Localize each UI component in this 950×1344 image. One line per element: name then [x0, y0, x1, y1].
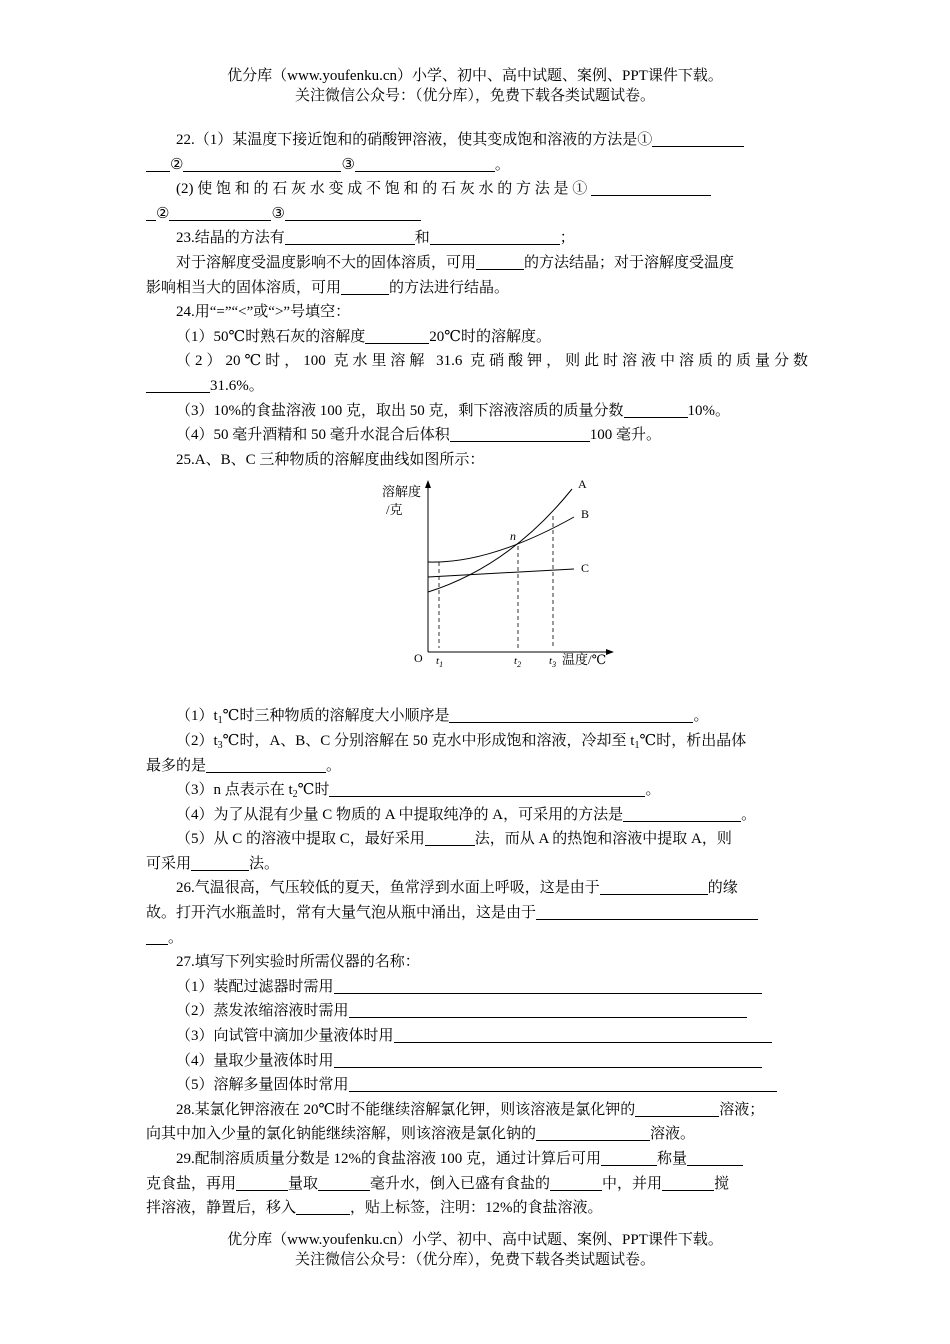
q25-item-4: （4）为了从混有少量 C 物质的 A 中提取纯净的 A，可采用的方法是 。	[146, 803, 808, 828]
answer-blank[interactable]	[334, 1050, 762, 1068]
curve-b	[428, 517, 574, 562]
q27-title: 27.填写下列实验时所需仪器的名称：	[176, 954, 420, 971]
footer-line-2: 关注微信公众号：（优分库），免费下载各类试题试卷。	[294, 1252, 655, 1268]
answer-blank[interactable]	[652, 129, 744, 147]
q25-item-1: $(1)t_1℃$时三种物质的溶解度大小顺序是 。	[146, 704, 808, 729]
answer-blank[interactable]	[285, 203, 421, 221]
answer-blank[interactable]	[349, 1000, 747, 1018]
page-footer	[0, 1230, 950, 1270]
answer-blank[interactable]	[449, 705, 693, 723]
q26-line-1: 26.气温很高，气压较低的夏天，鱼常浮到水面上呼吸，这是由于 的缘	[146, 876, 808, 901]
q28-line-2: 向其中加入少量的氯化钠能继续溶解，则该溶液是氯化钠的 溶液。	[146, 1122, 808, 1147]
q23-line-1: 23.结晶的方法有 和 ；	[146, 226, 808, 251]
y-axis-arrow	[425, 480, 431, 488]
q22-line-1: 22.（1）某温度下接近饱和的硝酸钾溶液，使其变成饱和溶液的方法是①	[146, 128, 808, 153]
question-content	[146, 128, 808, 1221]
q25-item-3: （3）n 点表示在 $t_2℃$时 。	[146, 778, 808, 803]
footer-line-1: 优分库（www.youfenku.cn）小学、初中、高中试题、案例、PPT课件下载。	[227, 1232, 723, 1248]
q25-title: 25.A、B、C 三种物质的溶解度曲线如图所示：	[176, 451, 485, 468]
q27-item-1: （1）装配过滤器时需用	[146, 975, 808, 1000]
answer-blank[interactable]	[624, 400, 688, 418]
q27-item-3: （3）向试管中滴加少量液体时用	[146, 1024, 808, 1049]
x-tick-t1: $t_1$	[436, 655, 444, 670]
q22-line-4: ② ③	[146, 202, 808, 227]
answer-blank[interactable]	[623, 804, 741, 822]
q29-line-3: 拌溶液，静置后，移入 ，贴上标签，注明：12%的食盐溶液。	[146, 1196, 808, 1221]
answer-blank[interactable]	[285, 227, 415, 245]
x-tick-t3: $t_3$	[549, 655, 557, 670]
q27-item-4: （4）量取少量液体时用	[146, 1049, 808, 1074]
header-line-1: 优分库（www.youfenku.cn）小学、初中、高中试题、案例、PPT课件下载。	[227, 68, 723, 84]
answer-blank[interactable]	[687, 1148, 743, 1166]
q24-item-4: （4）50 毫升酒精和 50 毫升水混合后体积 100 毫升。	[146, 423, 808, 448]
answer-blank[interactable]	[450, 424, 590, 442]
answer-blank[interactable]	[146, 927, 168, 945]
q24-title: 24.用“=”“<”或“>”号填空：	[176, 304, 351, 321]
answer-blank[interactable]	[635, 1099, 719, 1117]
answer-blank[interactable]	[296, 1197, 350, 1215]
answer-blank[interactable]	[183, 154, 341, 172]
answer-blank[interactable]	[601, 1148, 657, 1166]
q27-item-5: （5）溶解多量固体时常用	[146, 1073, 808, 1098]
answer-blank[interactable]	[536, 902, 758, 920]
q25-item-2-cont: 最多的是 。	[146, 754, 808, 779]
q24-item-1: （1）50℃时熟石灰的溶解度 20℃时的溶解度。	[146, 325, 808, 350]
q24-item-2-cont: 31.6%。	[146, 374, 808, 399]
answer-blank[interactable]	[476, 252, 524, 270]
answer-blank[interactable]	[236, 1173, 288, 1191]
answer-blank[interactable]	[169, 203, 271, 221]
answer-blank[interactable]	[206, 755, 326, 773]
answer-blank[interactable]	[341, 277, 389, 295]
origin-label: O	[414, 651, 423, 666]
q25-item-5: （5）从 C 的溶液中提取 C，最好采用 法，而从 A 的热饱和溶液中提取 A，则	[146, 827, 808, 852]
answer-blank[interactable]	[365, 326, 429, 344]
q24-item-3: （3）10%的食盐溶液 100 克，取出 50 克，剩下溶液溶质的质量分数 10%。	[146, 399, 808, 424]
point-n-label: n	[510, 529, 516, 544]
q29-line-2: 克食盐，再用 量取 毫升水，倒入已盛有食盐的 中，并用 搅	[146, 1172, 808, 1197]
answer-blank[interactable]	[536, 1123, 650, 1141]
q29-line-1: 29.配制溶质质量分数是 12%的食盐溶液 100 克，通过计算后可用 称量	[146, 1147, 808, 1172]
q26-line-2: 故。打开汽水瓶盖时，常有大量气泡从瓶中涌出，这是由于	[146, 901, 808, 926]
answer-blank[interactable]	[591, 178, 711, 196]
x-tick-t2: $t_2$	[514, 655, 522, 670]
answer-blank[interactable]	[425, 828, 475, 846]
answer-blank[interactable]	[146, 203, 156, 221]
page-header	[0, 66, 950, 106]
answer-blank[interactable]	[318, 1173, 370, 1191]
q24-item-2: （2）20℃时，100 克水里溶解 31.6 克硝酸钾，则此时溶液中溶质的质量分数	[176, 353, 808, 370]
series-label-b: B	[581, 507, 590, 522]
answer-blank[interactable]	[600, 877, 708, 895]
series-label-a: A	[578, 477, 587, 492]
x-axis-label: 温度/℃	[562, 652, 607, 668]
q23-line-3: 影响相当大的固体溶质，可用 的方法进行结晶。	[146, 276, 808, 301]
q23-line-2: 对于溶解度受温度影响不大的固体溶质，可用 的方法结晶；对于溶解度受温度	[146, 251, 808, 276]
answer-blank[interactable]	[394, 1025, 772, 1043]
answer-blank[interactable]	[349, 1074, 777, 1092]
answer-blank[interactable]	[146, 154, 170, 172]
curve-c	[428, 569, 574, 577]
q25-item-2: $(2)t_3℃$时，A、B、C 分别溶解在 50 克水中形成饱和溶液，冷却至 $t_1℃$时，析出晶体	[176, 732, 747, 751]
solubility-curve-chart	[360, 476, 620, 698]
x-axis-arrow	[606, 649, 614, 655]
y-axis-label: 溶解度	[382, 484, 422, 500]
answer-blank[interactable]	[355, 154, 495, 172]
answer-blank[interactable]	[430, 227, 560, 245]
q25-item-5-cont: 可采用 法。	[146, 852, 808, 877]
solubility-chart-container	[146, 472, 808, 704]
answer-blank[interactable]	[550, 1173, 602, 1191]
curve-a	[428, 489, 572, 592]
q27-item-2: （2）蒸发浓缩溶液时需用	[146, 999, 808, 1024]
header-line-2: 关注微信公众号：（优分库），免费下载各类试题试卷。	[294, 88, 655, 104]
answer-blank[interactable]	[662, 1173, 714, 1191]
q22-line-2: ② ③ 。	[146, 153, 808, 178]
series-label-c: C	[581, 561, 590, 576]
answer-blank[interactable]	[334, 976, 762, 994]
q26-line-3: 。	[146, 926, 808, 951]
q22-line-3: (2) 使 饱 和 的 石 灰 水 变 成 不 饱 和 的 石 灰 水 的 方 法 是 ①	[146, 177, 808, 202]
y-axis-label-unit: /克	[386, 502, 403, 518]
q28-line-1: 28.某氯化钾溶液在 20℃时不能继续溶解氯化钾，则该溶液是氯化钾的 溶液；	[146, 1098, 808, 1123]
answer-blank[interactable]	[191, 853, 249, 871]
answer-blank[interactable]	[146, 375, 210, 393]
answer-blank[interactable]	[329, 779, 645, 797]
